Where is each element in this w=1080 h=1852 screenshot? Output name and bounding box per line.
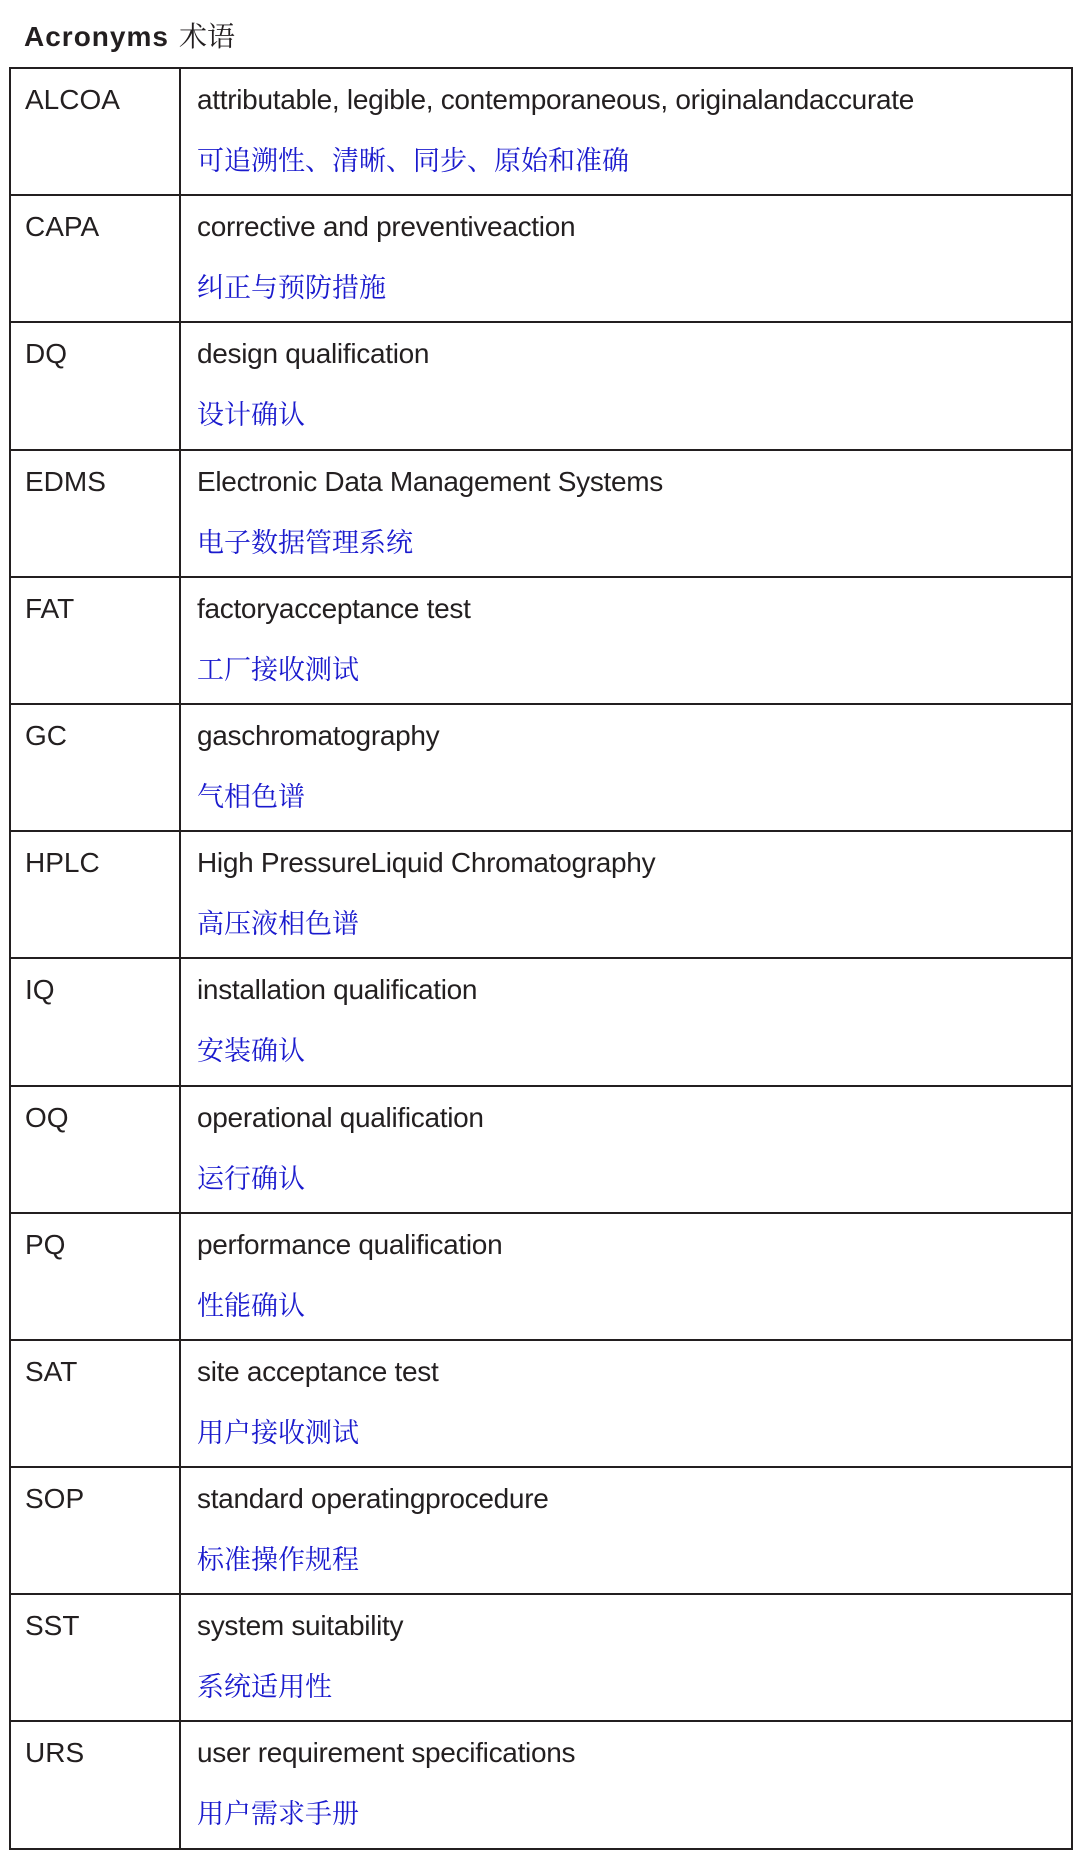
table-row xyxy=(10,704,1072,831)
definition-cell xyxy=(180,831,1072,958)
acronym-cell: OQ xyxy=(10,1086,180,1213)
definition-en: system suitability xyxy=(197,1610,404,1642)
table-row xyxy=(10,958,1072,1085)
definition-en: operational qualification xyxy=(197,1101,484,1133)
table-row xyxy=(10,450,1072,577)
definition-en: user requirement specifications xyxy=(197,1737,576,1769)
table-row xyxy=(10,322,1072,449)
acronym-cell: URS xyxy=(10,1721,180,1848)
heading-title-en: Acronyms xyxy=(24,21,169,52)
acronym-cell: CAPA xyxy=(10,195,180,322)
definition-zh: 电子数据管理系统 xyxy=(197,527,413,559)
definition-cell xyxy=(180,704,1072,831)
acronym-cell: DQ xyxy=(10,322,180,449)
definition-cell xyxy=(180,1594,1072,1721)
acronyms-table xyxy=(9,67,1073,1850)
table-row xyxy=(10,68,1072,195)
acronym-cell: IQ xyxy=(10,958,180,1085)
definition-cell xyxy=(180,958,1072,1085)
table-row xyxy=(10,1594,1072,1721)
table-row xyxy=(10,195,1072,322)
acronym-cell: ALCOA xyxy=(10,68,180,195)
definition-zh: 高压液相色谱 xyxy=(197,909,359,941)
definition-en: High PressureLiquid Chromatography xyxy=(197,847,656,879)
definition-cell xyxy=(180,1213,1072,1340)
acronym-cell: SAT xyxy=(10,1340,180,1467)
definition-cell xyxy=(180,1721,1072,1848)
definition-zh: 性能确认 xyxy=(197,1290,305,1322)
table-row xyxy=(10,1467,1072,1594)
definition-zh: 纠正与预防措施 xyxy=(197,273,386,305)
table-row xyxy=(10,831,1072,958)
definition-en: corrective and preventiveaction xyxy=(197,211,576,243)
definition-en: gaschromatography xyxy=(197,719,440,751)
acronym-cell: PQ xyxy=(10,1213,180,1340)
definition-en: installation qualification xyxy=(197,974,478,1006)
definition-zh: 系统适用性 xyxy=(197,1672,332,1704)
definition-en: site acceptance test xyxy=(197,1355,439,1387)
acronym-cell: FAT xyxy=(10,577,180,704)
acronym-cell: GC xyxy=(10,704,180,831)
table-row xyxy=(10,1340,1072,1467)
definition-en: standard operatingprocedure xyxy=(197,1483,549,1515)
heading-title-zh: 术语 xyxy=(178,20,235,53)
definition-zh: 用户接收测试 xyxy=(197,1417,359,1449)
definition-zh: 气相色谱 xyxy=(197,781,305,813)
definition-cell xyxy=(180,1467,1072,1594)
acronym-cell: EDMS xyxy=(10,450,180,577)
acronym-cell: SOP xyxy=(10,1467,180,1594)
table-row xyxy=(10,577,1072,704)
definition-zh: 标准操作规程 xyxy=(197,1545,359,1577)
table-row xyxy=(10,1086,1072,1213)
definition-en: performance qualification xyxy=(197,1228,503,1260)
acronym-cell: SST xyxy=(10,1594,180,1721)
acronym-cell: HPLC xyxy=(10,831,180,958)
definition-cell xyxy=(180,577,1072,704)
page-heading xyxy=(24,14,235,60)
definition-en: design qualification xyxy=(197,338,430,370)
definition-en: Electronic Data Management Systems xyxy=(197,465,664,497)
definition-zh: 用户需求手册 xyxy=(197,1799,359,1831)
definition-en: factoryacceptance test xyxy=(197,592,471,624)
table-row xyxy=(10,1721,1072,1848)
definition-cell xyxy=(180,1086,1072,1213)
definition-cell xyxy=(180,68,1072,195)
table-row xyxy=(10,1213,1072,1340)
definition-cell xyxy=(180,1340,1072,1467)
definition-cell xyxy=(180,322,1072,449)
definition-zh: 设计确认 xyxy=(197,400,305,432)
definition-en: attributable, legible, contemporaneous, originalandaccurate xyxy=(197,84,914,115)
definition-cell xyxy=(180,450,1072,577)
definition-cell xyxy=(180,195,1072,322)
definition-zh: 工厂接收测试 xyxy=(197,654,359,686)
definition-zh: 可追溯性、清晰、同步、原始和准确 xyxy=(197,146,629,177)
definition-zh: 安装确认 xyxy=(197,1036,305,1068)
definition-zh: 运行确认 xyxy=(197,1163,305,1195)
